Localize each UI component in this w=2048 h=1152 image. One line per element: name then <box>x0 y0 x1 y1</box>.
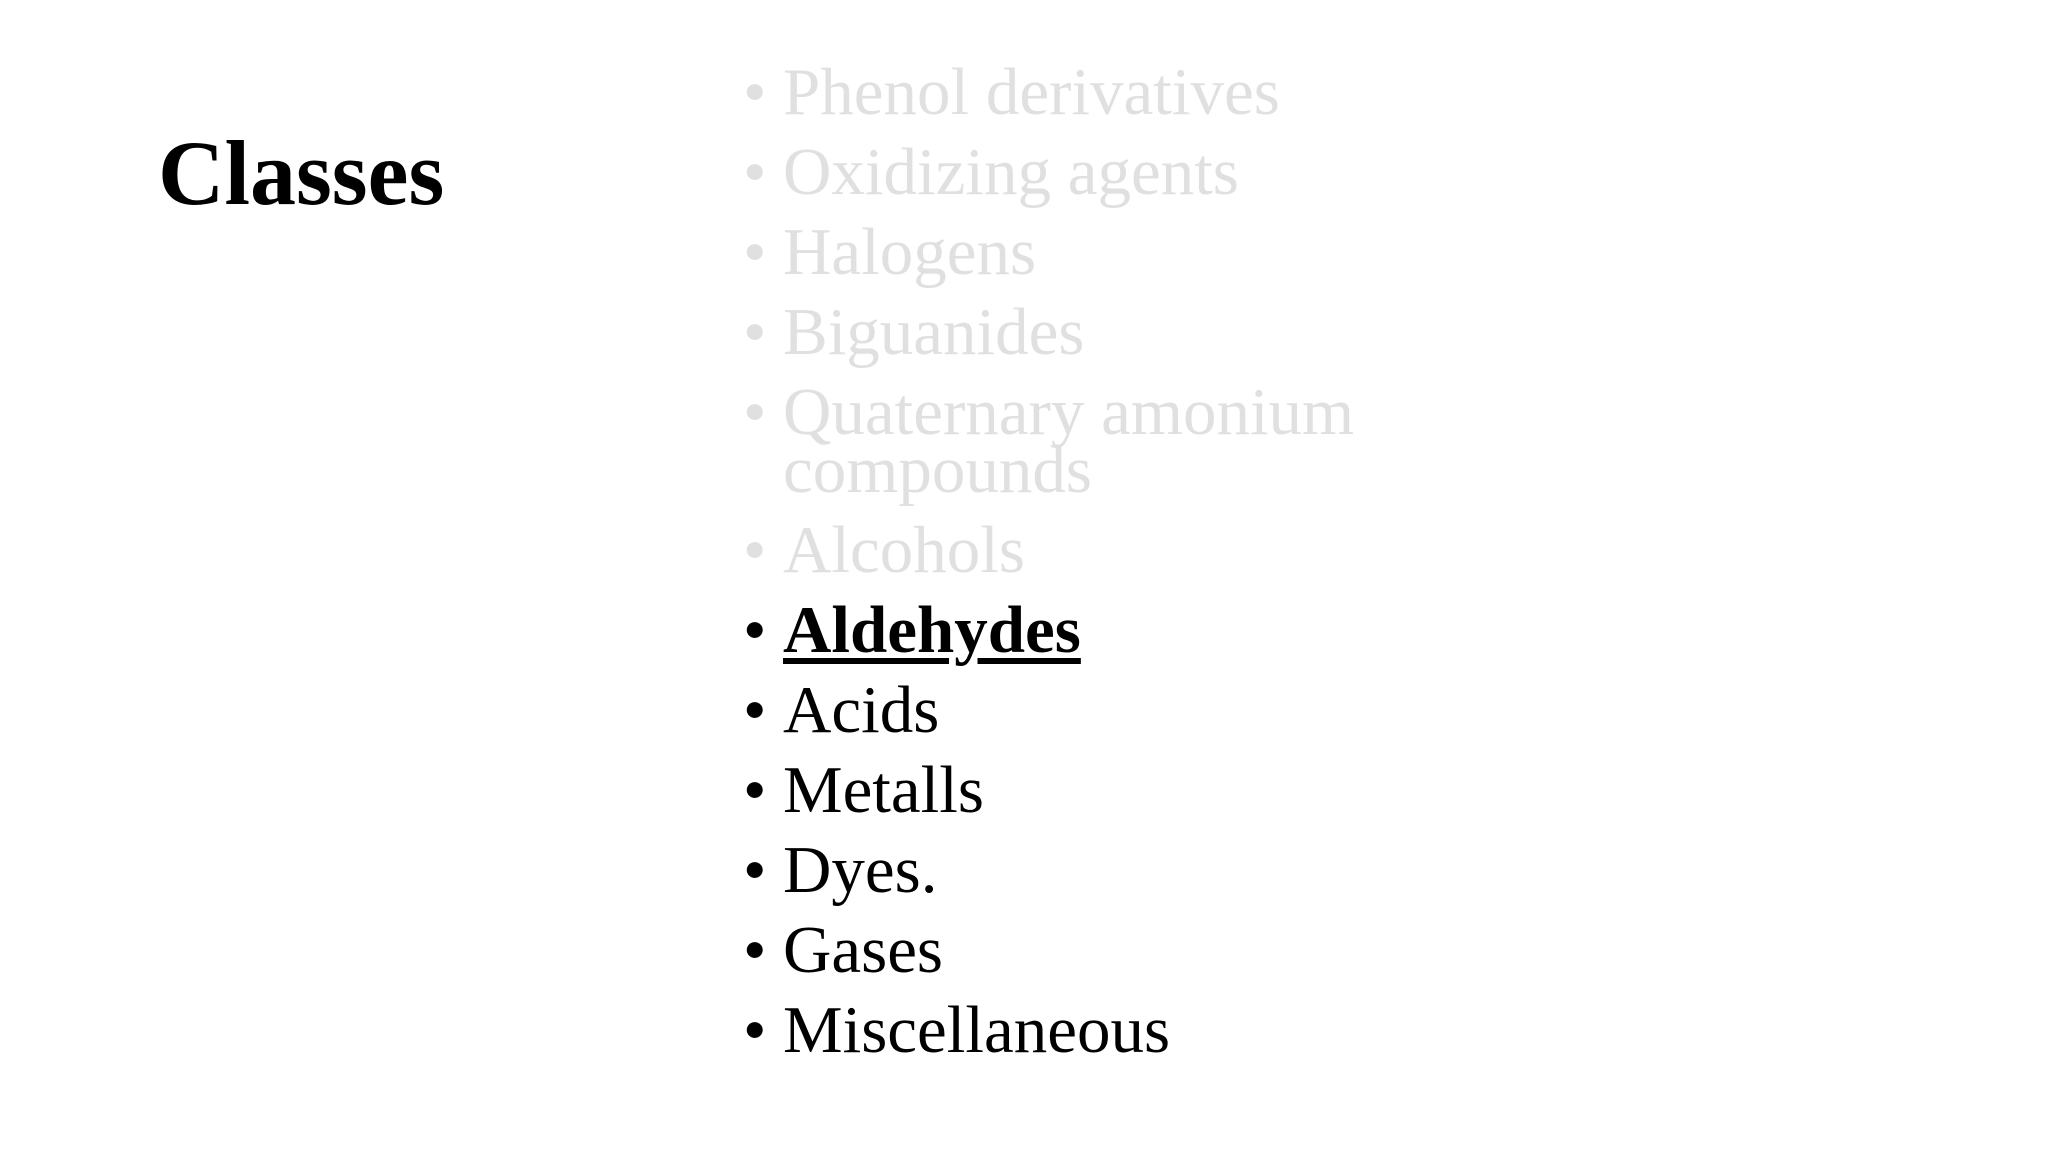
list-item-text: Halogens <box>783 215 1037 289</box>
bullet-marker: • <box>743 375 767 449</box>
list-item <box>743 292 1543 372</box>
list-item <box>743 52 1543 132</box>
bullet-marker: • <box>743 673 767 747</box>
list-item <box>743 830 1543 910</box>
list-item <box>743 990 1543 1070</box>
classes-bullet-list <box>743 52 1543 1070</box>
bullet-marker: • <box>743 135 767 209</box>
list-item-text: Biguanides <box>783 295 1085 369</box>
bullet-marker: • <box>743 513 767 587</box>
list-item-text: Oxidizing agents <box>783 135 1239 209</box>
bullet-marker: • <box>743 913 767 987</box>
list-item-text: Gases <box>783 913 944 987</box>
bullet-marker: • <box>743 215 767 289</box>
list-item <box>743 910 1543 990</box>
list-item <box>743 670 1543 750</box>
list-item-text: Aldehydes <box>783 593 1081 667</box>
list-item-text: Phenol derivatives <box>783 55 1280 129</box>
list-item <box>743 590 1543 670</box>
list-item-text: Alcohols <box>783 513 1025 587</box>
bullet-marker: • <box>743 753 767 827</box>
bullet-marker: • <box>743 295 767 369</box>
list-item <box>743 750 1543 830</box>
list-item-text: Metalls <box>783 753 984 827</box>
list-item-text: Acids <box>783 673 940 747</box>
list-item <box>743 510 1543 590</box>
bullet-marker: • <box>743 993 767 1067</box>
bullet-marker: • <box>743 833 767 907</box>
list-item-text: Quaternary amonium compounds <box>783 375 1355 507</box>
list-item-text: Dyes. <box>783 833 938 907</box>
bullet-marker: • <box>743 55 767 129</box>
list-item <box>743 132 1543 212</box>
list-item <box>743 372 1543 510</box>
list-item-text: Miscellaneous <box>783 993 1171 1067</box>
list-item <box>743 212 1543 292</box>
bullet-marker: • <box>743 593 767 667</box>
slide-title: Classes <box>158 122 445 224</box>
